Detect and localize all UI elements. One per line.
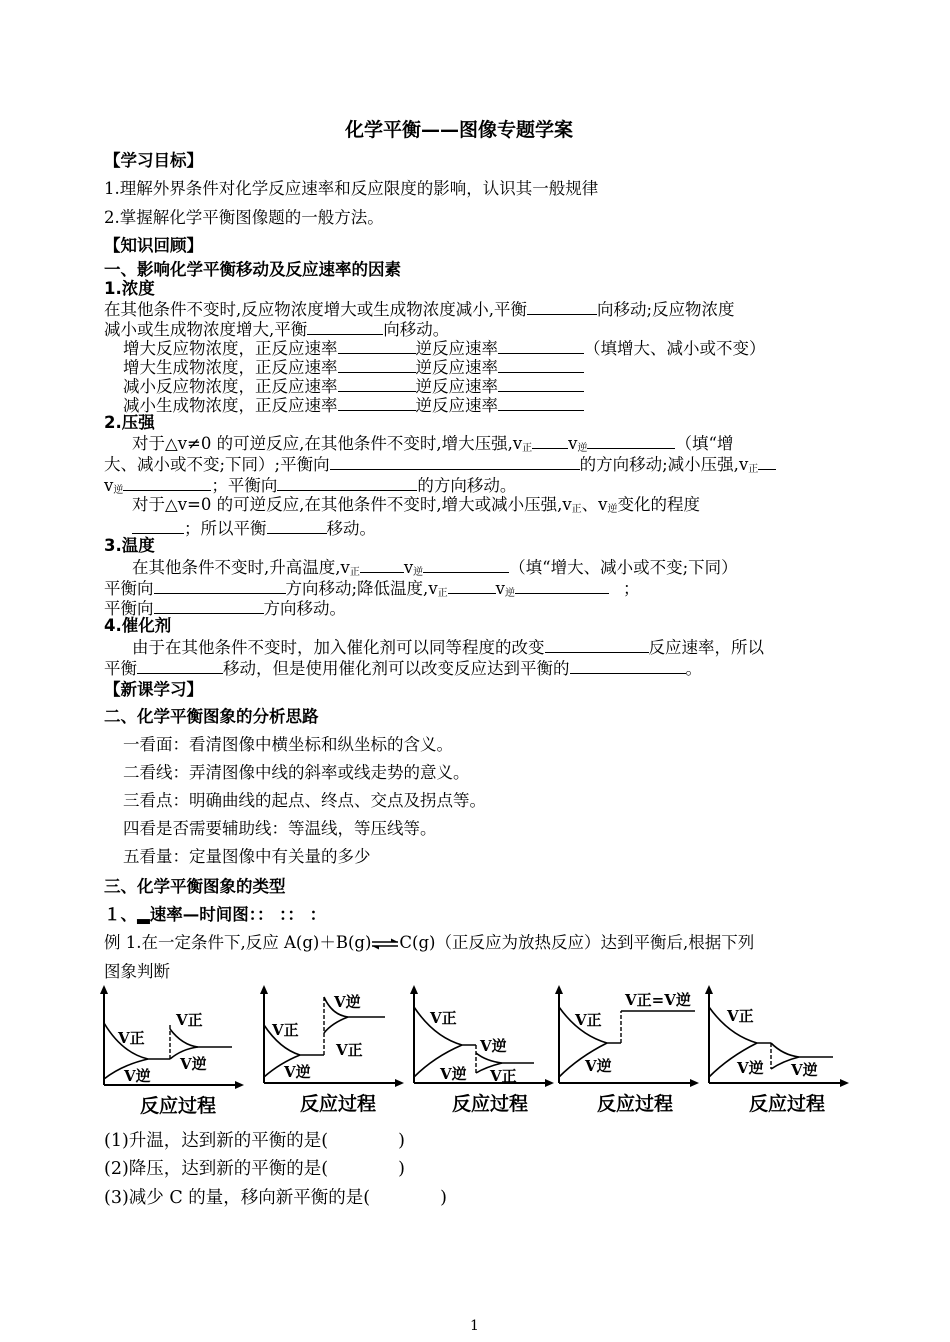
concentration-line-2: 减小或生成物浓度增大,平衡 向移动。: [104, 320, 450, 339]
temperature-heading: 3.温度: [104, 536, 155, 555]
fig4-caption: 反应过程: [597, 1093, 674, 1115]
catalyst-line-2: 平衡 移动，但是使用催化剂可以改变反应达到平衡的 。: [104, 659, 702, 678]
pressure-heading: 2.压强: [104, 413, 155, 432]
question-3: (3)减少 C 的量，移向新平衡的是( ): [104, 1188, 447, 1208]
catalyst-line-1: 由于在其他条件不变时，加入催化剂可以同等程度的改变 反应速率，所以: [132, 638, 764, 657]
fig2-caption: 反应过程: [300, 1093, 377, 1115]
new-lesson-heading: 【新课学习】: [104, 680, 203, 699]
concentration-heading: 1.浓度: [104, 279, 155, 298]
fig4-label-v-zheng: V正: [575, 1011, 602, 1029]
fig3-label-v-ni-2: V逆: [480, 1037, 507, 1055]
concentration-row-4: 减小生成物浓度，正反应速率 逆反应速率: [123, 394, 584, 416]
figure-2: [260, 985, 405, 1119]
fig5-label-v-ni: V逆: [737, 1059, 764, 1077]
page-title: 化学平衡——图像专题学案: [345, 119, 574, 141]
section-3-heading: 三、化学平衡图象的类型: [104, 877, 286, 896]
pressure-line-4: 对于△v=0 的可逆反应,在其他条件不变时,增大或减小压强$,v_正$、$v_逆$变化的程度: [132, 495, 700, 515]
page-number: 1: [470, 1318, 479, 1334]
figure-1: [100, 985, 245, 1119]
concentration-row-2: 增大生成物浓度，正反应速率 逆反应速率: [123, 356, 584, 378]
goals-heading: 【学习目标】: [104, 151, 203, 170]
question-1: (1)升温，达到新的平衡的是( ): [104, 1131, 405, 1151]
fig2-label-v-ni-2: V逆: [334, 993, 361, 1011]
example-line-2: 图象判断: [104, 962, 170, 981]
fig3-label-v-zheng: V正: [430, 1009, 457, 1027]
fig3-label-v-zheng-2: V正: [490, 1067, 517, 1085]
goal-item-2: 2.掌握解化学平衡图像题的一般方法。: [104, 208, 384, 227]
temperature-line-1: 在其他条件不变时,升高温度$,v_正$ $v_逆$ （填“增大、减小或不变;下同）: [132, 558, 738, 578]
step-1: 一看面：看清图像中横坐标和纵坐标的含义。: [123, 735, 453, 754]
section-1-heading: 一、影响化学平衡移动及反应速率的因素: [104, 260, 401, 279]
fig3-label-v-ni: V逆: [440, 1065, 467, 1083]
pressure-line-3: $v_逆$ ；平衡向 的方向移动。: [104, 476, 517, 496]
step-2: 二看线：弄清图像中线的斜率或线走势的意义。: [123, 763, 470, 782]
concentration-row-3: 减小反应物浓度，正反应速率 逆反应速率: [123, 375, 584, 397]
review-heading: 【知识回顾】: [104, 236, 203, 255]
concentration-line-1: 在其他条件不变时,反应物浓度增大或生成物浓度减小,平衡 向移动;反应物浓度: [104, 300, 735, 319]
figure-5: [705, 985, 850, 1119]
step-5: 五看量：定量图像中有关量的多少: [123, 847, 371, 866]
fig5-caption: 反应过程: [749, 1093, 826, 1115]
subsection-1-heading: １、▂速率—时间图：： ：： ：: [104, 905, 327, 924]
fig5-label-v-zheng: V正: [727, 1007, 754, 1025]
figure-3: [410, 985, 555, 1119]
section-2-heading: 二、化学平衡图象的分析思路: [104, 707, 319, 726]
pressure-line-2: 大、减小或不变;下同）;平衡向 的方向移动;减小压强$,v_正$: [104, 453, 776, 475]
step-3: 三看点：明确曲线的起点、终点、交点及拐点等。: [123, 791, 486, 810]
fig1-label-v-ni-1: V逆: [124, 1067, 151, 1085]
catalyst-heading: 4.催化剂: [104, 616, 172, 635]
fig4-label-v-equal: V正=V逆: [625, 991, 691, 1009]
fig1-label-v-ni-2: V逆: [180, 1055, 207, 1073]
fig2-label-v-zheng: V正: [272, 1021, 299, 1039]
pressure-line-5: ；所以平衡 移动。: [132, 517, 376, 539]
fig1-label-v-zheng-2: V正: [176, 1011, 203, 1029]
fig2-label-v-ni: V逆: [284, 1063, 311, 1081]
fig2-label-v-zheng-2: V正: [336, 1041, 363, 1059]
fig1-caption: 反应过程: [140, 1095, 217, 1117]
fig5-label-v-ni-2: V逆: [791, 1061, 818, 1079]
step-4: 四看是否需要辅助线：等温线，等压线等。: [123, 819, 437, 838]
question-2: (2)降压，达到新的平衡的是( ): [104, 1159, 405, 1179]
temperature-line-2: 平衡向 方向移动;降低温度$,v_正$ $v_逆$ ；: [104, 579, 640, 599]
temperature-line-3: 平衡向 方向移动。: [104, 599, 346, 618]
fig4-label-v-ni: V逆: [585, 1057, 612, 1075]
fig3-caption: 反应过程: [452, 1093, 529, 1115]
concentration-row-1: 增大反应物浓度，正反应速率 逆反应速率 （填增大、减小或不变）: [123, 339, 766, 358]
goal-item-1: 1.理解外界条件对化学反应速率和反应限度的影响，认识其一般规律: [104, 179, 599, 198]
equilibrium-arrow-icon: [371, 938, 399, 950]
example-line-1: 例 1.在一定条件下,反应 A(g)＋B(g) C(g)（正反应为放热反应）达到平衡后,根据下列: [104, 933, 755, 952]
fig1-label-v-zheng: V正: [118, 1029, 145, 1047]
figure-4: [555, 985, 700, 1119]
pressure-line-1: 对于△v≠0 的可逆反应,在其他条件不变时,增大压强$,v_正$ $v_逆$ （填“增: [132, 434, 734, 454]
